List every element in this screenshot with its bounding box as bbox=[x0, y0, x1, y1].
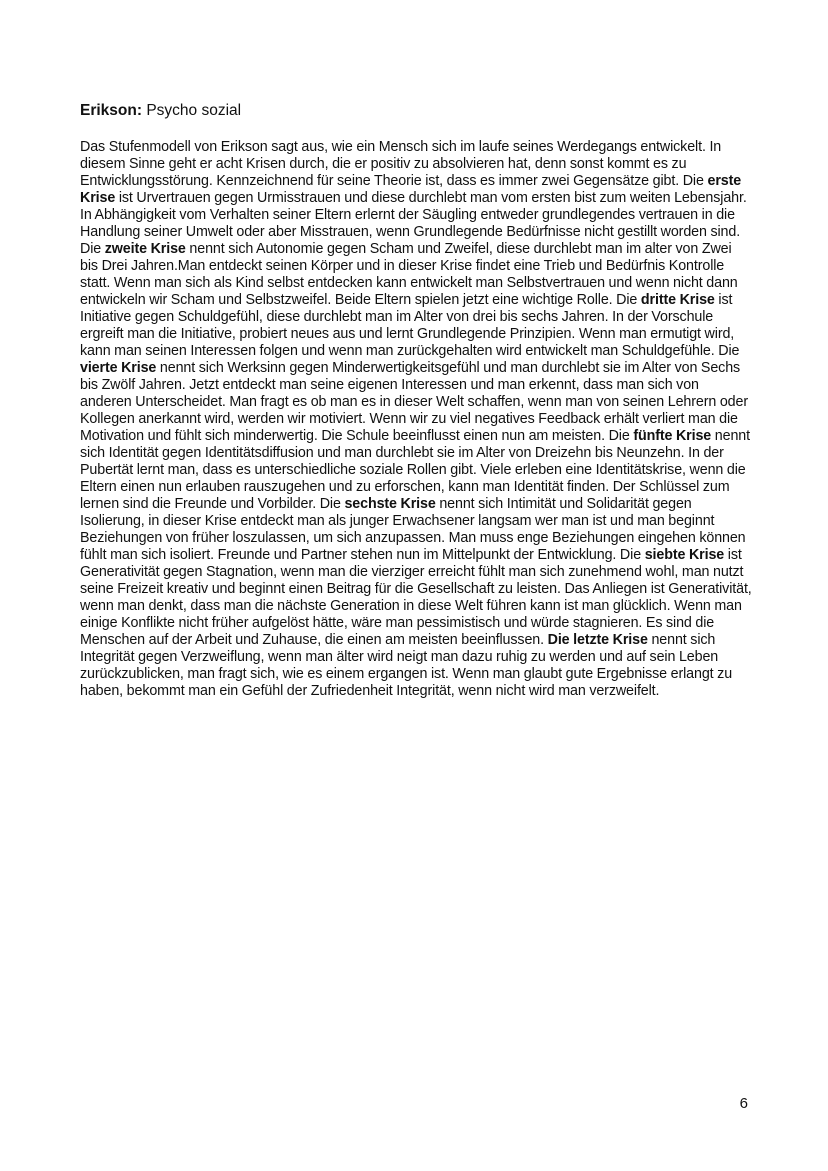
heading-subtitle: Psycho sozial bbox=[142, 102, 242, 119]
text-run: ist Urvertrauen gegen Urmisstrauen und diese durchlebt man vom ersten bist zum weiten Lebensjahr. In Abhängigkeit vom Verhalten seiner Eltern erlernt der Säugling entweder grundlegendes vertrauen in die Handlung seiner Umwelt oder aber Misstrauen, wenn Grundlegende Bedürfnisse nicht gestillt worden sind. Die bbox=[80, 190, 747, 257]
bold-term: sechste Krise bbox=[344, 496, 436, 512]
text-run: nennt sich Integrität gegen Verzweiflung, wenn man älter wird neigt man dazu ruhig zu werden und auf sein Leben zurückzublicken, man fragt sich, wie es einem ergangen ist. Wenn man glaubt gute Ergebnisse erlangt zu haben, bekommt man ein Gefühl der Zufriedenheit Integrität, wenn nicht wird man verzweifelt. bbox=[80, 632, 733, 699]
bold-term: erste Krise bbox=[80, 173, 742, 206]
text-run: Das Stufenmodell von Erikson sagt aus, wie ein Mensch sich im laufe seines Werdegangs entwickelt. In diesem Sinne geht er acht Krisen durch, die er positiv zu absolvieren hat, denn sonst kommt es zu Entwicklungsstörung. Kennzeichnend für seine Theorie ist, dass es immer zwei Gegensätze gibt. Die bbox=[80, 139, 722, 189]
text-run: nennt sich Intimität und Solidarität gegen Isolierung, in dieser Krise entdeckt man als junger Erwachsener langsam wer man ist und man beginnt Beziehungen von früher loszulassen, um sich anzupassen. Man muss enge Beziehungen eingehen können fühlt man sich isoliert. Freunde und Partner stehen nun im Mittelpunkt der Entwicklung. Die bbox=[80, 496, 746, 563]
text-run: nennt sich Werksinn gegen Minderwertigkeitsgefühl und man durchlebt sie im Alter von Sechs bis Zwölf Jahren. Jetzt entdeckt man seine eigenen Interessen und man erkennt, dass man sich von anderen Unterscheidet. Man fragt es ob man es in dieser Welt schaffen, wenn man von seinen Lehrern oder Kollegen anerkannt wird, werden wir motiviert. Wenn wir zu viel negatives Feedback erhält verliert man die Motivation und fühlt sich minderwertig. Die Schule beeinflusst einen nun am meisten. Die bbox=[80, 360, 748, 444]
bold-term: vierte Krise bbox=[80, 360, 157, 376]
page-number: 6 bbox=[739, 1095, 748, 1112]
bold-term: dritte Krise bbox=[640, 292, 715, 308]
text-run: ist Generativität gegen Stagnation, wenn man die vierziger erreicht fühlt man sich zunehmend wohl, man nutzt seine Freizeit kreativ und beginnt einen Beitrag für die Gesellschaft zu leisten. Das Anliegen ist Generativität, wenn man denkt, dass man die nächste Generation in diese Welt führen kann ist man glücklich. Wenn man einige Konflikte nicht früher aufgelöst hätte, wäre man pessimistisch und würde stagnieren. Es sind die Menschen auf der Arbeit und Zuhause, die einen am meisten beeinflussen. bbox=[80, 547, 752, 648]
bold-term: fünfte Krise bbox=[633, 428, 712, 444]
bold-term: zweite Krise bbox=[104, 241, 186, 257]
text-run: nennt sich Autonomie gegen Scham und Zweifel, diese durchlebt man im alter von Zwei bis Drei Jahren.Man entdeckt seinen Körper und in dieser Krise findet eine Trieb und Bedürfnis Kontrolle statt. Wenn man sich als Kind selbst entdecken kann entwickelt man Selbstvertrauen und wenn nicht dann entwickeln wir Scham und Selbstzweifel. Beide Eltern spielen jetzt eine wichtige Rolle. Die bbox=[80, 241, 738, 308]
text-run: nennt sich Identität gegen Identitätsdiffusion und man durchlebt sie im Alter von Dreizehn bis Neunzehn. In der Pubertät lernt man, dass es unterschiedliche soziale Rollen gibt. Viele erleben eine Identitätskrise, wenn die Eltern einen nun erlauben rauszugehen und zu erforschen, kann man Identität finden. Der Schlüssel zum lernen sind die Freunde und Vorbilder. Die bbox=[80, 428, 750, 512]
document-page bbox=[80, 101, 752, 700]
bold-term: siebte Krise bbox=[644, 547, 725, 563]
body-paragraph bbox=[80, 139, 752, 700]
text-run: ist Initiative gegen Schuldgefühl, diese durchlebt man im Alter von drei bis sechs Jahren. In der Vorschule ergreift man die Initiative, probiert neues aus und lernt Grundlegende Prinzipien. Wenn man ermutigt wird, kann man seinen Interessen folgen und wenn man zurückgehalten wird entwickelt man Schuldgefühle. Die bbox=[80, 292, 740, 359]
heading-name: Erikson: bbox=[80, 102, 143, 119]
section-heading bbox=[80, 101, 752, 121]
bold-term: Die letzte Krise bbox=[547, 632, 648, 648]
